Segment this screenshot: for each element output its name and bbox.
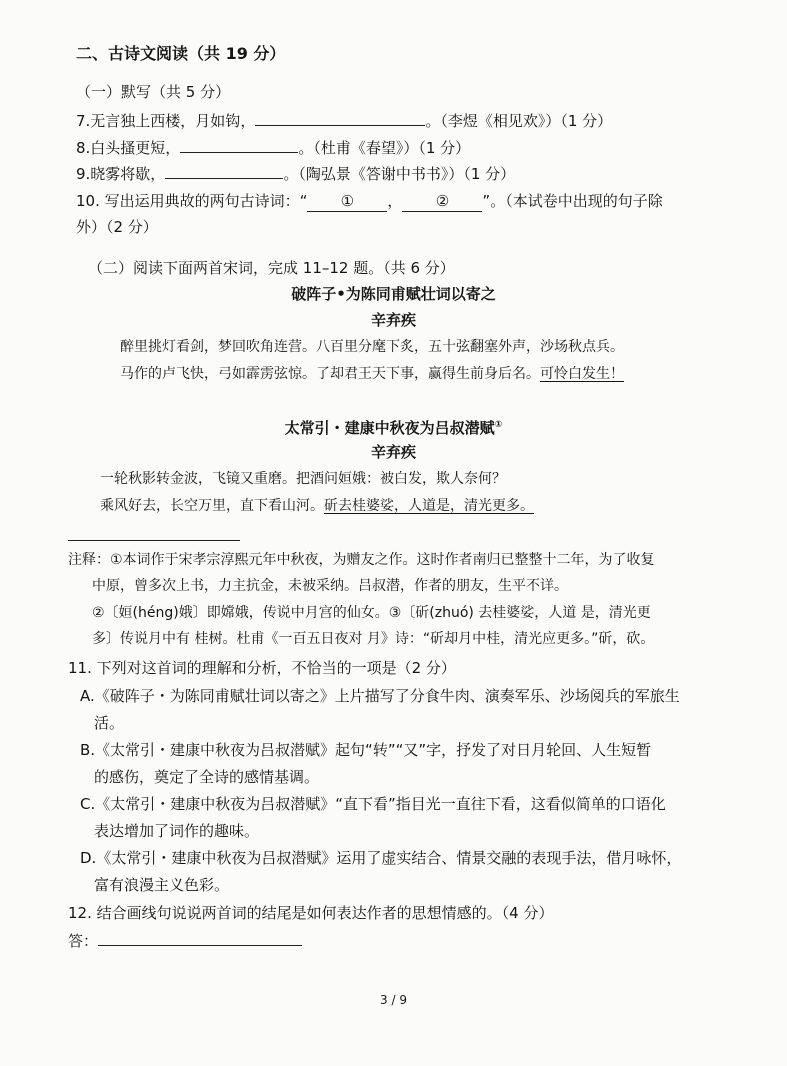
q7-answer-blank[interactable]: [255, 110, 425, 126]
poem2-underlined-sentence: 斫去桂婆娑，人道是，清光更多。: [324, 498, 534, 514]
q11-option-a[interactable]: A.《破阵子・为陈同甫赋壮词以寄之》上片描写了分食牛肉、演奏军乐、沙场阅兵的军旅生: [80, 687, 680, 705]
q9-answer-blank[interactable]: [165, 163, 283, 179]
poem2-line1: 一轮秋影转金波，飞镜又重磨。把酒问姮娥：被白发，欺人奈何？: [100, 471, 506, 487]
question-7: [76, 110, 612, 131]
poem1-author: 辛弃疾: [370, 311, 416, 329]
section-heading: 二、古诗文阅读（共 19 分）: [76, 44, 286, 63]
poem2-line2: [100, 496, 534, 516]
poem1-title: 破阵子•为陈同甫赋壮词以寄之: [291, 285, 496, 303]
q9-suffix: 。（陶弘景《答谢中书书》）（1 分）: [283, 165, 516, 183]
question-10-line2: 外）（2 分）: [76, 218, 158, 236]
question-8: [76, 137, 470, 158]
q11-option-c[interactable]: C.《太常引・建康中秋夜为吕叔潜赋》“直下看”指目光一直往下看，这看似简单的口语化: [80, 795, 666, 813]
note-2-line1: ②〔姮(héng)娥〕即嫦娥，传说中月宫的仙女。③〔斫(zhuó) 去桂婆娑，人道 是，清光更: [92, 605, 651, 621]
question-9: [76, 163, 515, 184]
note-2-line2: 多〕传说月中有 桂树。杜甫《一百五日夜对 月》诗：“斫却月中桂，清光应更多。”斫，砍。: [92, 631, 655, 647]
poem1-underlined-sentence: 可怜白发生！: [540, 366, 624, 382]
poem2-title-footnote-mark: ①: [494, 420, 503, 430]
q10-blank-1[interactable]: ①: [307, 191, 387, 212]
q11-option-b-cont: 的感伤，奠定了全诗的感情基调。: [94, 768, 320, 786]
poem1-line2: [120, 364, 624, 384]
poem2-title-text: 太常引・建康中秋夜为吕叔潜赋: [284, 419, 495, 437]
question-12-stem: 12. 结合画线句说说两首词的结尾是如何表达作者的思想情感的。（4 分）: [68, 904, 554, 922]
q8-suffix: 。（杜甫《春望》）（1 分）: [298, 139, 471, 157]
q11-option-d-cont: 富有浪漫主义色彩。: [94, 876, 230, 894]
poem2-title: [0, 415, 787, 438]
q11-option-b[interactable]: B.《太常引・建康中秋夜为吕叔潜赋》起句“转”“又”字，抒发了对日月轮回、人生短暂: [80, 741, 652, 759]
q9-prefix: 9.晓雾将歇，: [76, 165, 166, 183]
q10-comma: ，: [387, 192, 403, 210]
q10-suffix: ”。（本试卷中出现的句子除: [482, 192, 663, 210]
q12-answer-blank[interactable]: [98, 930, 302, 946]
q10-blank-2[interactable]: ②: [402, 191, 482, 212]
q12-answer-row: [68, 930, 302, 951]
q11-option-c-cont: 表达增加了词作的趣味。: [94, 822, 260, 840]
q12-answer-label: 答：: [68, 932, 99, 950]
q11-option-a-cont: 活。: [94, 714, 125, 732]
note-1-line1: 注释：①本词作于宋孝宗淳熙元年中秋夜，为赠友之作。这时作者南归已整整十二年，为了收复: [68, 552, 655, 568]
q10-prefix: 10. 写出运用典故的两句古诗词：“: [76, 192, 308, 210]
part2-heading: （二）阅读下面两首宋词，完成 11–12 题。（共 6 分）: [88, 259, 455, 277]
q7-prefix: 7.无言独上西楼，月如钩，: [76, 112, 256, 130]
question-10: [76, 191, 663, 212]
q8-prefix: 8.白头搔更短，: [76, 139, 181, 157]
question-11-stem: 11. 下列对这首词的理解和分析，不恰当的一项是（2 分）: [68, 659, 456, 677]
poem1-line2-plain: 马作的卢飞快，弓如霹雳弦惊。了却君王天下事，赢得生前身后名。: [120, 366, 540, 382]
page-number: 3 / 9: [380, 993, 407, 1007]
q7-suffix: 。（李煜《相见欢》）（1 分）: [425, 112, 613, 130]
poem2-author: 辛弃疾: [370, 443, 416, 461]
q8-answer-blank[interactable]: [180, 137, 298, 153]
note-1-line2: 中原，曾多次上书，力主抗金，未被采纳。吕叔潜，作者的朋友，生平不详。: [92, 578, 568, 594]
poem1-line1: 醉里挑灯看剑，梦回吹角连营。八百里分麾下炙，五十弦翻塞外声，沙场秋点兵。: [120, 339, 624, 355]
part1-heading: （一）默写（共 5 分）: [76, 83, 231, 101]
footnote-divider: [68, 540, 240, 541]
q11-option-d[interactable]: D.《太常引・建康中秋夜为吕叔潜赋》运用了虚实结合、情景交融的表现手法，借月咏怀，: [80, 849, 682, 867]
poem2-line2-plain: 乘风好去，长空万里，直下看山河。: [100, 498, 324, 514]
